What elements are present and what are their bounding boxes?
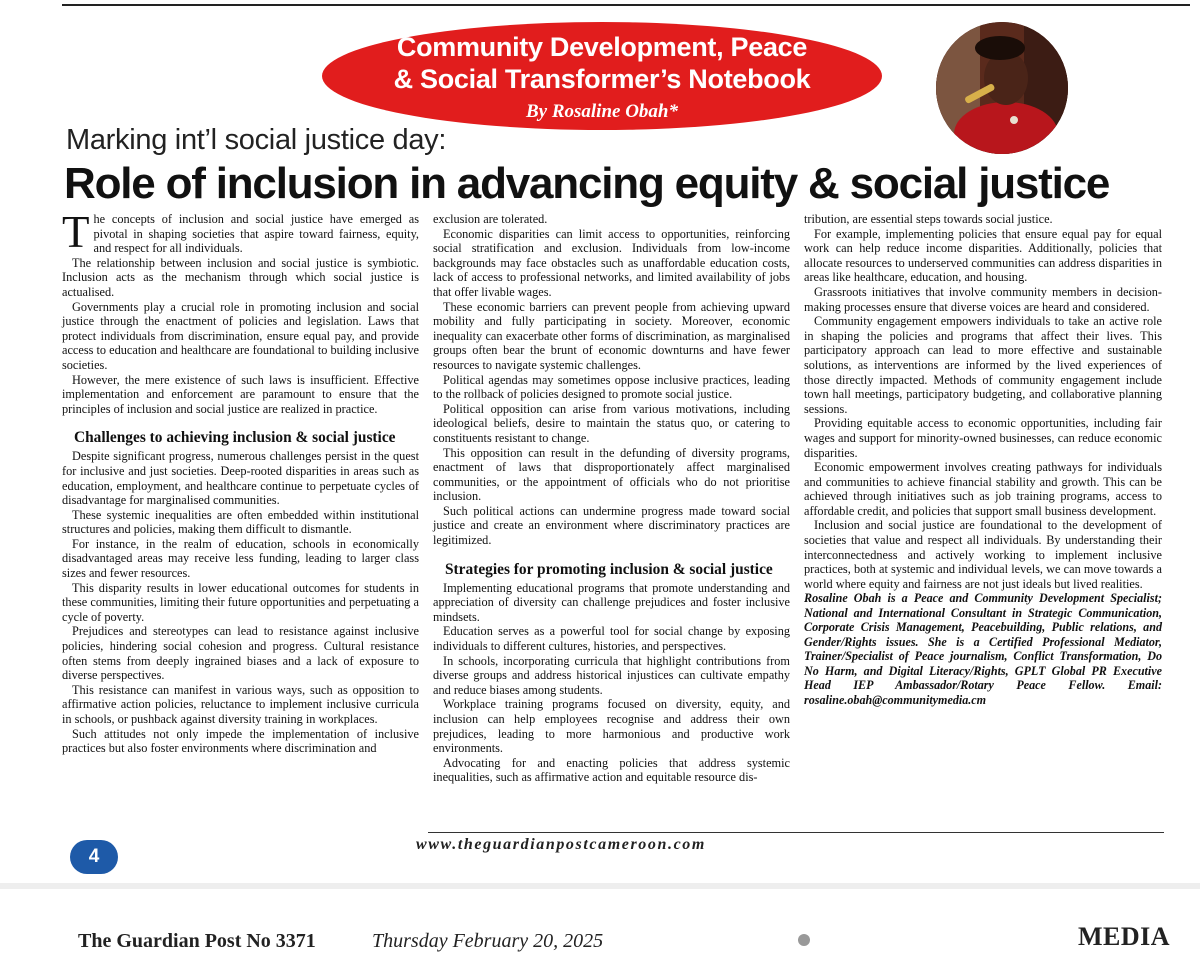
- paragraph: Economic empowerment involves creating pathways for individuals and communities to achieve financial stability and growth. This can be achieved through initiatives such as job training programs, access to affordable credit, and policies that support small business development.: [804, 460, 1162, 518]
- paragraph: Prejudices and stereotypes can lead to resistance against inclusive policies, hindering social cohesion and progress. Cultural resistance often stems from deeply ingrained biases and a lack of exposure to diverse perspectives.: [62, 624, 419, 683]
- footer-date: Thursday February 20, 2025: [372, 930, 604, 952]
- website-url: www.theguardianpostcameroon.com: [416, 836, 706, 853]
- article-column-1: [62, 207, 419, 756]
- top-rule: [62, 4, 1190, 6]
- paragraph: Such political actions can undermine progress made toward social justice and create an environment where discriminatory practices are legitimized.: [433, 503, 790, 548]
- paragraph: This disparity results in lower educational outcomes for students in these communities, limiting their future opportunities and perpetuating a cycle of poverty.: [62, 580, 419, 624]
- subheading-challenges: Challenges to achieving inclusion & social justice: [74, 429, 396, 447]
- kicker: Marking int’l social justice day:: [66, 124, 447, 156]
- paragraph: Implementing educational programs that promote understanding and appreciation of diversity can challenge prejudices and foster inclusive mindsets.: [433, 580, 790, 624]
- paragraph: Providing equitable access to economic opportunities, including fair wages and support for minority-owned businesses, can reduce economic disparities.: [804, 416, 1162, 460]
- banner-title-line1: Community Development, Peace: [396, 32, 808, 62]
- paragraph: The concepts of inclusion and social justice have emerged as pivotal in shaping societies that aspire toward fairness, equity, and respect for all individuals.: [62, 207, 419, 257]
- subheading-strategies: Strategies for promoting inclusion & social justice: [445, 560, 773, 578]
- footer-paper-title: The Guardian Post No 3371: [78, 930, 316, 952]
- page-number-badge: 4: [70, 840, 118, 874]
- paragraph: Governments play a crucial role in promoting inclusion and social justice through the enactment of policies and legislation. Laws that protect individuals from discrimination, ensure equal pay, and provide access to education and healthcare are foundational to building inclusive societies.: [62, 299, 419, 372]
- drop-cap: T: [62, 207, 90, 257]
- paragraph: tribution, are essential steps towards social justice.: [804, 212, 1053, 226]
- paragraph: This opposition can result in the defunding of diversity programs, enactment of laws that disproportionately affect marginalised communities, or the appointment of officials who do not prioritise inclusion.: [433, 445, 790, 504]
- paragraph: Economic disparities can limit access to opportunities, reinforcing social stratification and exclusion. Individuals from low-income backgrounds may face obstacles such as unaffordable education costs, lack of access to professional networks, and limited availability of jobs that offer livable wages.: [433, 226, 790, 299]
- paragraph: These systemic inequalities are often embedded within institutional structures and policies, making them difficult to dismantle.: [62, 507, 419, 537]
- article-column-2: [433, 212, 790, 785]
- paragraph: For instance, in the realm of education, schools in economically disadvantaged areas may receive less funding, leading to larger class sizes and fewer resources.: [62, 536, 419, 581]
- author-bio: Rosaline Obah is a Peace and Community Development Specialist; National and International Consultant in Strategic Communication, Corporate Crisis Management, Peacebuilding, Public relations, and Gender/Rights issues. She is a Certified Professional Mediator, Trainer/Specialist of Peace journalism, Conflict Transformation, Do No Harm, and Digital Literacy/Rights, GPLT Global PR Executive Head IEP Ambassador/Rotary Peace Fellow. Email: rosaline.obah@communitymedia.cm: [804, 591, 1162, 707]
- paragraph: Advocating for and enacting policies that address systemic inequalities, such as affirmative action and equitable resource dis-: [433, 755, 790, 785]
- paragraph: In schools, incorporating curricula that highlight contributions from diverse groups and address historical injustices can cultivate empathy and reduce biases among students.: [433, 653, 790, 697]
- paragraph: This resistance can manifest in various ways, such as opposition to affirmative action policies, reluctance to implement inclusive curricula in schools, or pushback against diversity training in workplaces.: [62, 682, 419, 726]
- paragraph: The relationship between inclusion and social justice is symbiotic. Inclusion acts as the mechanism through which social justice is actualised.: [62, 255, 419, 299]
- author-photo: [936, 22, 1068, 154]
- paragraph: Despite significant progress, numerous challenges persist in the quest for inclusive and just societies. Deep-rooted disparities in areas such as education, employment, and healthcare continue to perpetuate cycles of disadvantage for marginalised communities.: [62, 449, 419, 508]
- headline: Role of inclusion in advancing equity & social justice: [64, 159, 1110, 208]
- paragraph: Political agendas may sometimes oppose inclusive practices, leading to the rollback of policies designed to promote social justice.: [433, 372, 790, 402]
- byline: By Rosaline Obah*: [525, 101, 679, 122]
- banner-title-line2: & Social Transformer’s Notebook: [393, 64, 811, 94]
- paragraph: Political opposition can arise from various motivations, including ideological beliefs, desire to maintain the status quo, or catering to constituents resistant to change.: [433, 401, 790, 445]
- paragraph: Such attitudes not only impede the implementation of inclusive practices but also foster environments where discrimination and: [62, 726, 419, 756]
- paragraph: For example, implementing policies that ensure equal pay for equal work can help reduce income disparities. Additionally, policies that allocate resources to underserved communities can address disparities in areas like healthcare, education, and housing.: [804, 226, 1162, 285]
- paragraph: Grassroots initiatives that involve community members in decision-making processes ensure that diverse voices are heard and considered.: [804, 284, 1162, 314]
- paragraph: Community engagement empowers individuals to take an active role in shaping the policies and programs that affect their lives. This participatory approach can lead to more effective and sustainable solutions, as interventions are informed by the lived experiences of those directly impacted. Methods of community engagement include town hall meetings, participatory budgeting, and collaborative planning sessions.: [804, 314, 1162, 416]
- bottom-rule: [428, 832, 1164, 833]
- paragraph: However, the mere existence of such laws is insufficient. Effective implementation and enforcement are paramount to ensure that the principles of inclusion and social justice are realized in practice.: [62, 372, 419, 416]
- paragraph: Workplace training programs focused on diversity, equity, and inclusion can help employees recognise and address their own prejudices, leading to more harmonious and productive work environments.: [433, 697, 790, 756]
- footer-dot-icon: [798, 934, 810, 946]
- paragraph: These economic barriers can prevent people from achieving upward mobility and fully participating in society. Moreover, economic inequality can exacerbate other forms of discrimination, as marginalised groups often bear the brunt of economic downturns and have fewer resources to navigate systemic challenges.: [433, 299, 790, 372]
- paragraph: Inclusion and social justice are foundational to the development of societies that value and respect all individuals. By understanding their interconnectedness and actively working to implement inclusive practices, both at systemic and individual levels, we can move towards a world where equity and fairness are not just ideals but lived realities.: [804, 518, 1162, 591]
- paragraph: exclusion are tolerated.: [433, 212, 548, 226]
- footer-section-label: MEDIA: [1078, 922, 1171, 951]
- paragraph: Education serves as a powerful tool for social change by exposing individuals to different cultures, histories, and perspectives.: [433, 624, 790, 654]
- article-column-3: [804, 212, 1162, 707]
